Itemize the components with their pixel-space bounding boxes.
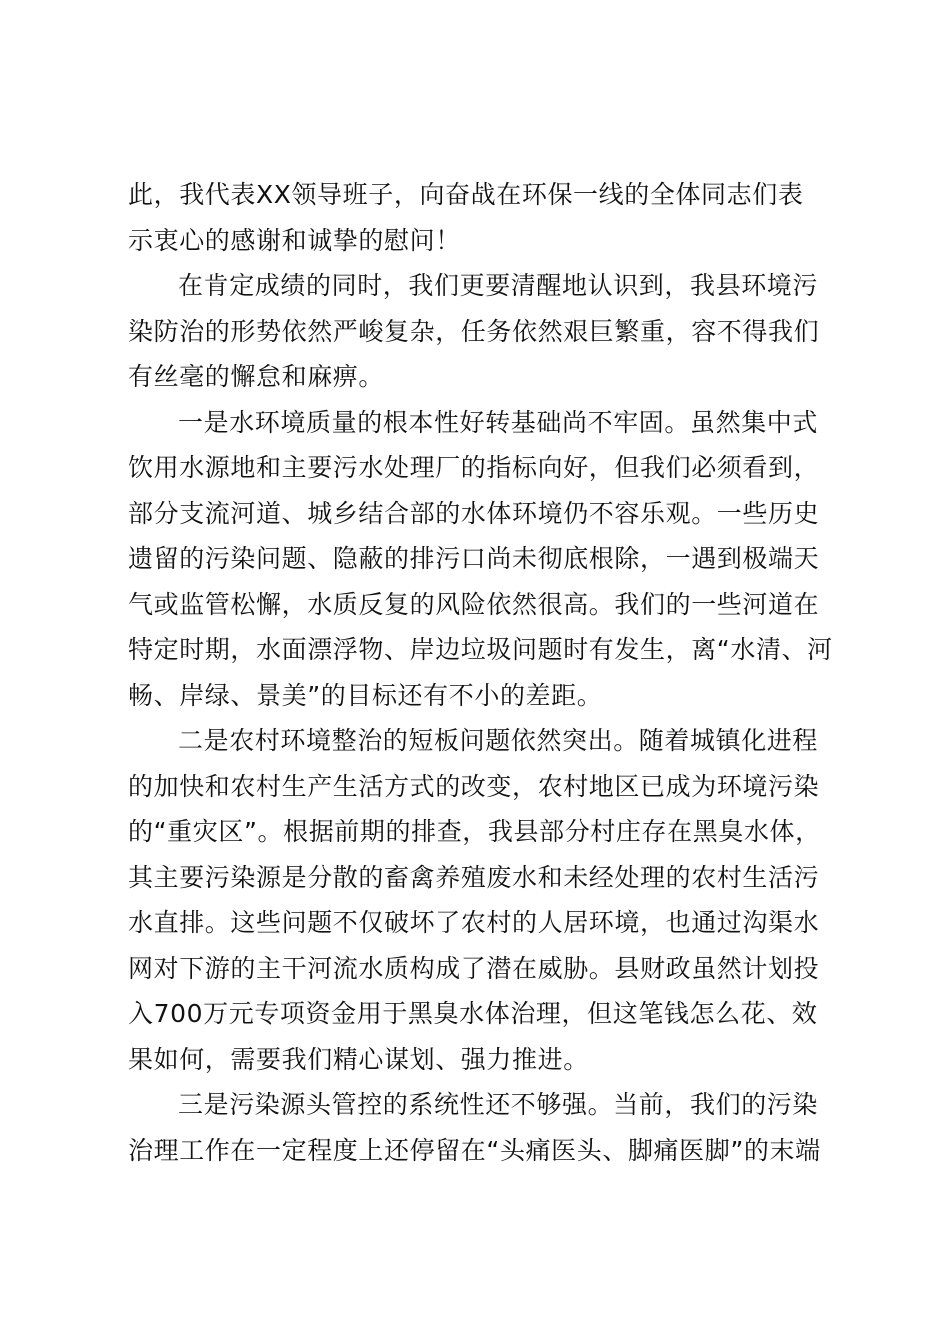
text-line: 有丝毫的懈怠和麻痹。 xyxy=(128,362,385,391)
text-line: 染防治的形势依然严峻复杂，任务依然艰巨繁重，容不得我们 xyxy=(128,316,820,346)
text-line: 三是污染源头管控的系统性还不够强。当前，我们的污染 xyxy=(178,1090,819,1119)
text-line: 畅、岸绿、景美”的目标还有不小的差距。 xyxy=(128,680,603,710)
text-line: 网对下游的主干河流水质构成了潜在威胁。县财政虽然计划投 xyxy=(128,953,820,983)
text-line: 水直排。这些问题不仅破坏了农村的人居环境，也通过沟渠水 xyxy=(128,908,820,937)
text-line: 一是水环境质量的根本性好转基础尚不牢固。虽然集中式 xyxy=(178,407,819,437)
text-line: 特定时期，水面漂浮物、岸边垃圾问题时有发生，离“水清、河 xyxy=(128,635,833,664)
paragraph-4 xyxy=(128,718,828,1082)
text-line: 二是农村环境整治的短板问题依然突出。随着城镇化进程 xyxy=(178,726,819,755)
document-body xyxy=(128,172,833,1173)
text-line: 示衷心的感谢和诚挚的慰问！ xyxy=(128,225,461,255)
paragraph-5 xyxy=(128,1082,828,1173)
text-line: 的加快和农村生产生活方式的改变，农村地区已成为环境污染 xyxy=(128,771,820,801)
text-line: 其主要污染源是分散的畜禽养殖废水和未经处理的农村生活污 xyxy=(128,862,820,892)
paragraph-1 xyxy=(128,172,828,263)
text-line: 遗留的污染问题、隐蔽的排污口尚未彻底根除，一遇到极端天 xyxy=(128,544,820,573)
text-line: 的“重灾区”。根据前期的排查，我县部分村庄存在黑臭水体， xyxy=(128,817,821,846)
text-line: 气或监管松懈，水质反复的风险依然很高。我们的一些河道在 xyxy=(128,589,820,619)
text-line: 果如何，需要我们精心谋划、强力推进。 xyxy=(128,1044,589,1074)
text-line: 入700万元专项资金用于黑臭水体治理，但这笔钱怎么花、效 xyxy=(128,999,818,1028)
text-line: 在肯定成绩的同时，我们更要清醒地认识到，我县环境污 xyxy=(178,271,819,300)
text-line: 治理工作在一定程度上还停留在“头痛医头、脚痛医脚”的末端 xyxy=(128,1135,821,1165)
text-line: 此，我代表XX领导班子，向奋战在环保一线的全体同志们表 xyxy=(128,180,804,209)
paragraph-2 xyxy=(128,263,828,400)
paragraph-3 xyxy=(128,400,833,719)
text-line: 饮用水源地和主要污水处理厂的指标向好，但我们必须看到， xyxy=(128,453,820,482)
text-line: 部分支流河道、城乡结合部的水体环境仍不容乐观。一些历史 xyxy=(128,498,820,528)
